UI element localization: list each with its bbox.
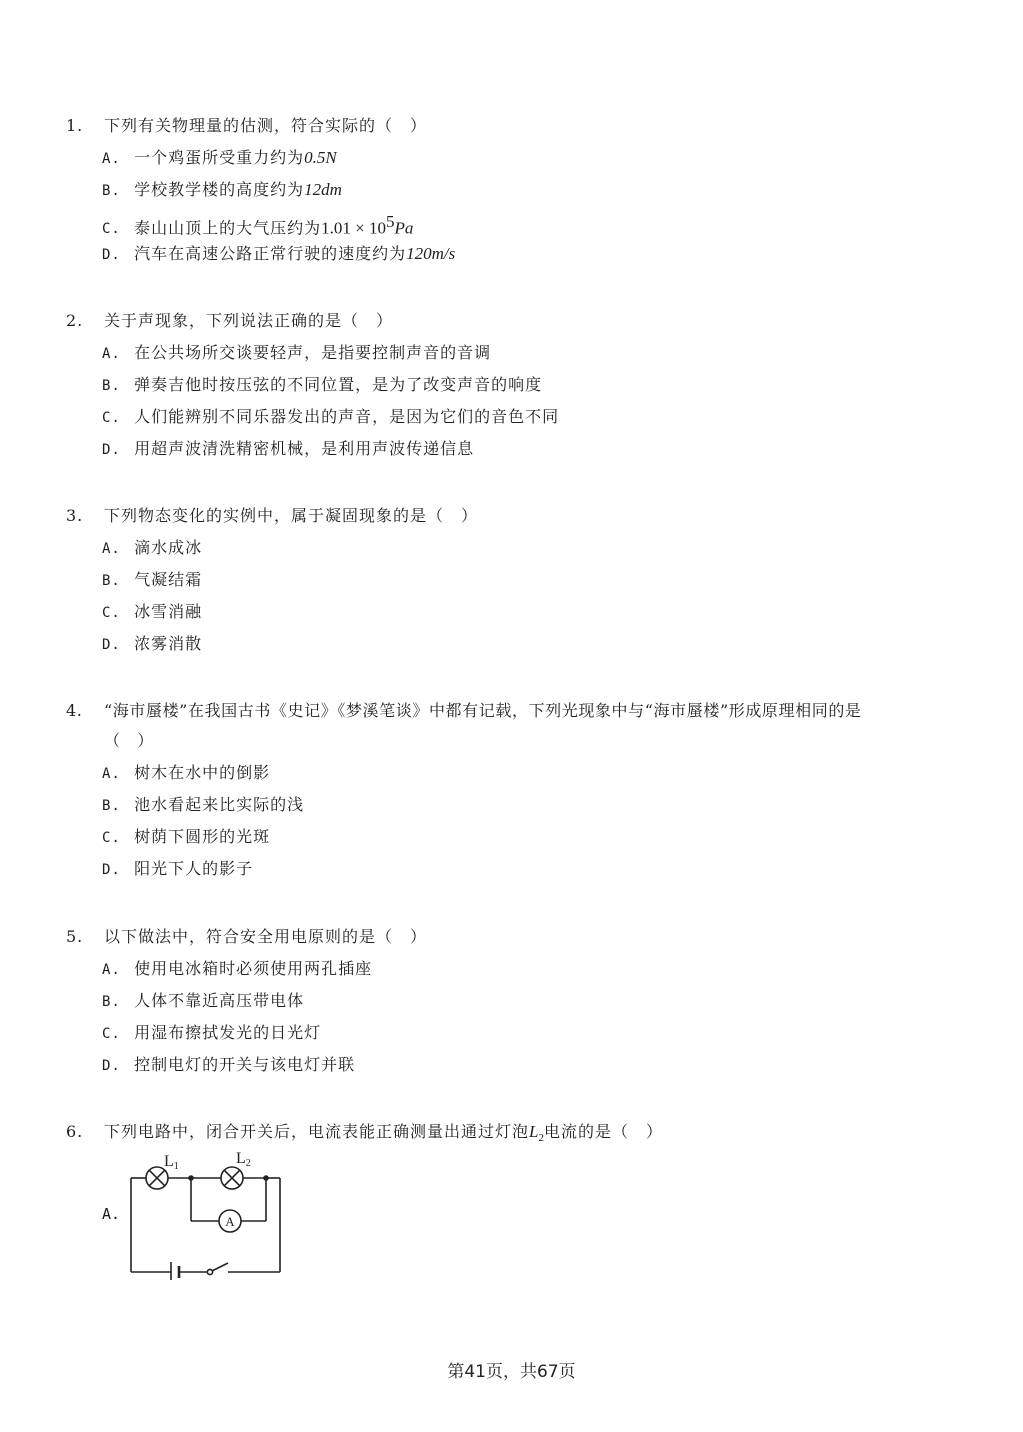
- option-label: A.: [102, 541, 121, 557]
- lamp-l1-icon: [146, 1167, 168, 1189]
- option-b: [102, 374, 966, 406]
- question-text: 以下做法中，符合安全用电原则的是（ ）: [104, 927, 428, 946]
- option-text: 弹奏吉他时按压弦的不同位置，是为了改变声音的响度: [134, 375, 543, 394]
- option-a: [102, 147, 966, 179]
- question-stem: [66, 700, 966, 752]
- option-b: [102, 179, 966, 211]
- option-label: A.: [102, 766, 121, 782]
- option-text: 树木在水中的倒影: [134, 763, 271, 782]
- question-text: 下列物态变化的实例中，属于凝固现象的是（ ）: [104, 506, 479, 525]
- option-d: [102, 1054, 966, 1086]
- question-stem: [66, 505, 966, 527]
- question-6: [66, 1121, 966, 1149]
- option-b: [102, 990, 966, 1022]
- option-text: 人们能辨别不同乐器发出的声音，是因为它们的音色不同: [134, 407, 560, 426]
- lamp-subscript: 2: [538, 1132, 544, 1145]
- lamp-symbol: L: [529, 1122, 539, 1141]
- option-b: [102, 569, 966, 601]
- option-text: 人体不靠近高压带电体: [134, 991, 305, 1010]
- option-a: [102, 762, 966, 794]
- option-a: [102, 958, 966, 990]
- circuit-diagram: [124, 1150, 304, 1280]
- question-number: 4.: [66, 701, 83, 720]
- option-text: 池水看起来比实际的浅: [134, 795, 305, 814]
- option-d: [102, 438, 966, 470]
- option-label: D.: [102, 1058, 121, 1074]
- question-stem: [66, 1121, 966, 1149]
- question-4: [66, 700, 966, 890]
- option-label: C.: [102, 1026, 121, 1042]
- option-label: B.: [102, 573, 121, 589]
- option-math: 0.5N: [304, 148, 337, 167]
- option-math-unit: Pa: [394, 218, 414, 238]
- question-text: [104, 1121, 966, 1149]
- option-label: C.: [102, 221, 121, 238]
- option-label: D.: [102, 862, 121, 878]
- option-math-exponent: 5: [385, 212, 395, 231]
- question-number: 5.: [66, 927, 84, 946]
- junction-dot: [263, 1175, 269, 1181]
- option-label: B.: [102, 994, 121, 1010]
- question-stem: [66, 926, 966, 948]
- option-text: 气凝结霜: [134, 570, 203, 589]
- lamp-l1-label: L1: [164, 1153, 179, 1172]
- option-label: C.: [102, 605, 121, 621]
- question-text: [104, 700, 966, 752]
- option-text: 汽车在高速公路正常行驶的速度约为: [134, 244, 407, 263]
- option-text: 冰雪消融: [134, 602, 203, 621]
- question-2: [66, 310, 966, 470]
- lamp-l2-label: L2: [236, 1150, 251, 1169]
- lamp-l2-icon: [221, 1167, 243, 1189]
- option-label: B.: [102, 183, 121, 199]
- option-d: [102, 633, 966, 665]
- option-text: 用超声波清洗精密机械，是利用声波传递信息: [134, 439, 475, 458]
- option-text: 一个鸡蛋所受重力约为: [134, 148, 305, 167]
- option-d: [102, 243, 966, 275]
- option-text: 用湿布擦拭发光的日光灯: [134, 1023, 322, 1042]
- question-number: 1.: [66, 116, 84, 135]
- option-text: 控制电灯的开关与该电灯并联: [134, 1055, 356, 1074]
- option-label: D.: [102, 247, 121, 263]
- option-math: 120m/s: [406, 244, 456, 263]
- option-text: 学校教学楼的高度约为: [134, 180, 305, 199]
- option-label: C.: [102, 410, 121, 426]
- option-label: A.: [102, 346, 121, 362]
- question-stem: [66, 115, 966, 137]
- option-label: A.: [102, 962, 121, 978]
- question-number: 3.: [66, 506, 84, 525]
- option-text: 滴水成冰: [134, 538, 203, 557]
- question-number: 6.: [66, 1122, 84, 1141]
- option-c: [102, 211, 966, 243]
- option-c: [102, 1022, 966, 1054]
- page-footer: 第41页，共67页: [447, 1362, 576, 1382]
- question-5: [66, 926, 966, 1086]
- option-math: 12dm: [304, 180, 342, 199]
- question-text-line: “海市蜃楼”在我国古书《史记》《梦溪笔谈》中都有记载，下列光现象中与“海市蜃楼”形成原理相同的是: [104, 701, 862, 720]
- option-label: B.: [102, 798, 121, 814]
- option-c: [102, 406, 966, 438]
- switch-icon: [207, 1263, 280, 1275]
- option-text: 树荫下圆形的光斑: [134, 827, 271, 846]
- battery-icon: [171, 1262, 179, 1280]
- question-text: 下列有关物理量的估测，符合实际的（ ）: [104, 116, 428, 135]
- question-text: 关于声现象，下列说法正确的是（ ）: [104, 311, 394, 330]
- question-text-pre: 下列电路中，闭合开关后，电流表能正确测量出通过灯泡: [104, 1122, 530, 1141]
- option-text: 在公共场所交谈要轻声，是指要控制声音的音调: [134, 343, 492, 362]
- circuit-option-a: [102, 1150, 302, 1280]
- option-math-base: 1.01 × 10: [321, 218, 386, 238]
- option-text: 使用电冰箱时必须使用两孔插座: [134, 959, 373, 978]
- option-b: [102, 794, 966, 826]
- option-label: C.: [102, 830, 121, 846]
- question-number: 2.: [66, 311, 84, 330]
- option-text: 泰山山顶上的大气压约为: [134, 218, 322, 238]
- question-stem: [66, 310, 966, 332]
- option-label: D.: [102, 637, 121, 653]
- answer-parentheses: （ ）: [104, 731, 154, 750]
- option-label: A.: [102, 151, 121, 167]
- option-text: 阳光下人的影子: [134, 859, 254, 878]
- option-c: [102, 601, 966, 633]
- question-text-post: 电流的是（ ）: [543, 1122, 663, 1141]
- question-1: [66, 115, 966, 275]
- option-c: [102, 826, 966, 858]
- option-a: [102, 342, 966, 374]
- option-label: A.: [102, 1205, 121, 1223]
- option-a: [102, 537, 966, 569]
- question-3: [66, 505, 966, 665]
- junction-dot: [188, 1175, 194, 1181]
- option-label: B.: [102, 378, 121, 394]
- ammeter-label: A: [225, 1214, 235, 1229]
- option-text: 浓雾消散: [134, 634, 203, 653]
- option-d: [102, 858, 966, 890]
- option-label: D.: [102, 442, 121, 458]
